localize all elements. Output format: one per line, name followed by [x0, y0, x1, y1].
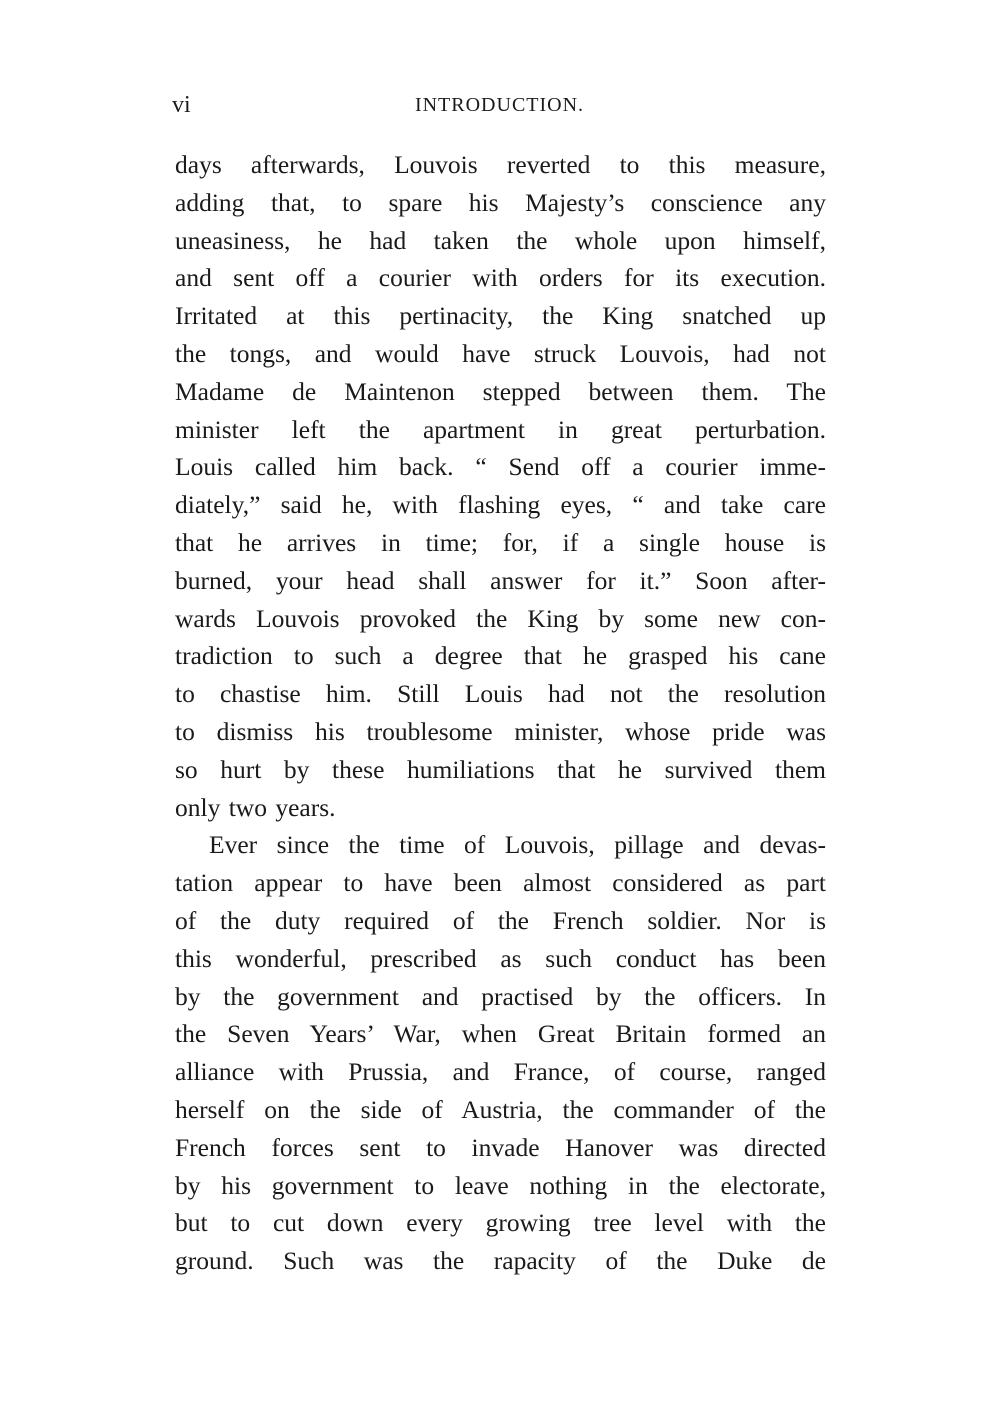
text-line: Madame de Maintenon stepped between them. The — [175, 376, 826, 406]
text-line: of the duty required of the French soldier. Nor is — [175, 905, 826, 935]
text-line: adding that, to spare his Majesty’s conscience any — [175, 187, 826, 217]
text-line: that he arrives in time; for, if a single house is — [175, 527, 826, 557]
text-line: and sent off a courier with orders for its execution. — [175, 263, 826, 293]
page-number: vi — [172, 92, 191, 118]
text-line: uneasiness, he had taken the whole upon himself, — [175, 225, 826, 255]
text-line: Louis called him back. “ Send off a courier imme- — [175, 452, 826, 482]
text-line: but to cut down every growing tree level with the — [175, 1208, 826, 1238]
paragraph — [175, 826, 826, 1280]
text-line: to dismiss his troublesome minister, whose pride was — [175, 716, 826, 746]
text-line: burned, your head shall answer for it.” Soon after- — [175, 565, 826, 595]
text-line: wards Louvois provoked the King by some new con- — [175, 603, 826, 633]
text-line: minister left the apartment in great perturbation. — [175, 414, 826, 444]
text-line: diately,” said he, with flashing eyes, “ and take care — [175, 490, 826, 520]
text-line: Irritated at this pertinacity, the King snatched up — [175, 301, 826, 331]
running-title: INTRODUCTION. — [414, 94, 585, 116]
paragraph — [175, 146, 826, 826]
text-line: days afterwards, Louvois reverted to this measure, — [175, 150, 826, 179]
text-line: to chastise him. Still Louis had not the resolution — [175, 679, 826, 709]
text-line: by the government and practised by the officers. In — [175, 981, 826, 1011]
text-line: tradiction to such a degree that he grasped his cane — [175, 641, 826, 671]
text-line: by his government to leave nothing in the electorate, — [175, 1170, 826, 1200]
text-line: ground. Such was the rapacity of the Duke de — [175, 1246, 826, 1276]
text-line: only two years. — [175, 792, 336, 822]
text-line: this wonderful, prescribed as such conduct has been — [175, 943, 826, 973]
running-header — [172, 92, 827, 128]
text-line: so hurt by these humiliations that he survived them — [175, 754, 826, 784]
text-line: tation appear to have been almost considered as part — [175, 868, 826, 898]
text-line: French forces sent to invade Hanover was directed — [175, 1132, 826, 1162]
text-line: the tongs, and would have struck Louvois, had not — [175, 338, 826, 368]
text-line: the Seven Years’ War, when Great Britain formed an — [175, 1019, 826, 1049]
text-line: alliance with Prussia, and France, of course, ranged — [175, 1057, 826, 1087]
page-body — [175, 146, 826, 1280]
text-line: herself on the side of Austria, the commander of the — [175, 1094, 826, 1124]
text-line: Ever since the time of Louvois, pillage and devas- — [209, 830, 826, 860]
